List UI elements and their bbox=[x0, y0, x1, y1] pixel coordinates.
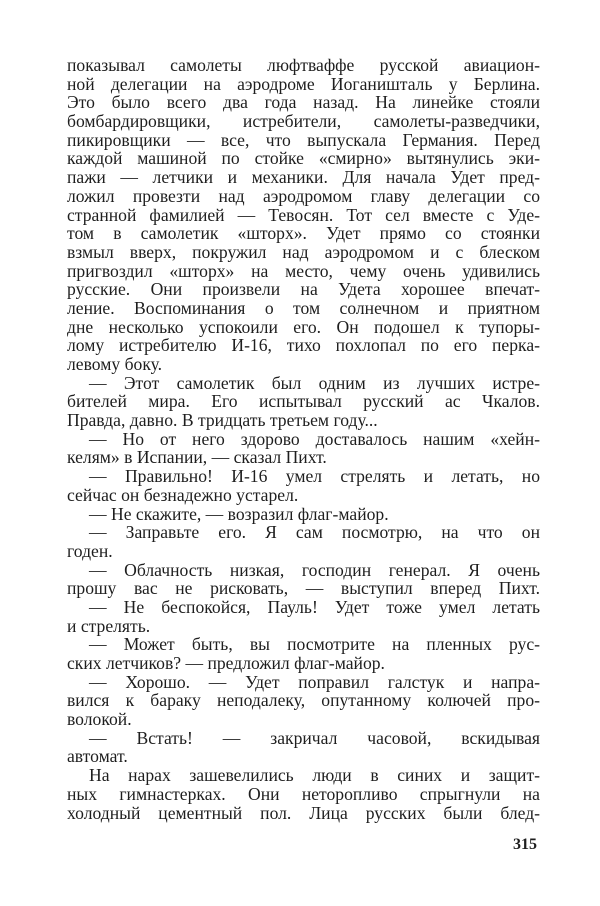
text-line: волокой. bbox=[67, 709, 132, 730]
text-line: том в самолетик «шторх». Удет прямо со стоянки bbox=[67, 223, 540, 244]
text-line: — Этот самолетик был одним из лучших истре- bbox=[89, 372, 540, 393]
text-line: — Заправьте его. Я сам посмотрю, на что он bbox=[89, 522, 540, 543]
text-line: странной фамилией — Тевосян. Тот сел вместе с Уде- bbox=[67, 204, 540, 225]
text-line: бомбардировщики, истребители, самолеты-разведчики, bbox=[67, 111, 540, 132]
text-line: и стрелять. bbox=[67, 615, 151, 636]
text-line: сейчас он безнадежно устарел. bbox=[67, 484, 299, 505]
text-line: дне несколько успокоили его. Он подошел к тупоры- bbox=[67, 316, 540, 337]
text-line: — Хорошо. — Удет поправил галстук и напра- bbox=[89, 671, 540, 692]
text-line: бителей мира. Его испытывал русский ас Чкалов. bbox=[67, 391, 540, 412]
text-line: ных гимнастерках. Они неторопливо спрыгнули на bbox=[67, 783, 540, 804]
text-line: ложил провезти над аэродромом главу делегации со bbox=[67, 185, 540, 206]
text-line: показывал самолеты люфтваффе русской авиацион- bbox=[67, 55, 540, 75]
text-line: келям» в Испании, — сказал Пихт. bbox=[67, 447, 327, 468]
text-line: левому боку. bbox=[67, 354, 163, 374]
text-line: холодный цементный пол. Лица русских были блед- bbox=[67, 802, 540, 823]
text-line: русские. Они произвели на Удета хорошее впечат- bbox=[67, 279, 540, 300]
text-line: лому истребителю И-16, тихо похлопал по его перка- bbox=[67, 335, 540, 356]
text-line: пикировщики — все, что выпускала Германия. Перед bbox=[67, 129, 540, 150]
text-line: — Правильно! И-16 умел стрелять и летать, но bbox=[89, 466, 540, 487]
text-line: Это было всего два года назад. На линейке стояли bbox=[67, 92, 540, 113]
text-line: На нарах зашевелились люди в синих и защит- bbox=[89, 765, 540, 786]
text-line: прошу вас не рисковать, — выступил вперед Пихт. bbox=[67, 578, 540, 599]
text-line: — Не беспокойся, Пауль! Удет тоже умел летать bbox=[89, 596, 540, 617]
page-number: 315 bbox=[513, 836, 537, 853]
text-line: ной делегации на аэродроме Иоганишталь у Берлина. bbox=[67, 73, 540, 94]
text-line: — Встать! — закричал часовой, вскидывая bbox=[89, 727, 540, 748]
text-line: ление. Воспоминания о том солнечном и приятном bbox=[67, 297, 540, 318]
text-line: каждой машиной по стойке «смирно» вытянулись эки- bbox=[67, 148, 540, 169]
text-line: — Может быть, вы посмотрите на пленных рус- bbox=[89, 634, 540, 655]
text-line: ских летчиков? — предложил флаг-майор. bbox=[67, 653, 385, 673]
text-line: — Облачность низкая, господин генерал. Я очень bbox=[89, 559, 540, 580]
text-line: автомат. bbox=[67, 746, 128, 767]
text-line: пригвоздил «шторх» на место, чему очень удивились bbox=[67, 260, 540, 281]
text-line: Правда, давно. В тридцать третьем году... bbox=[67, 410, 378, 431]
text-line: — Но от него здорово доставалось нашим «хейн- bbox=[89, 428, 540, 449]
text-line: взмыл вверх, покружил над аэродромом и с блеском bbox=[67, 241, 540, 262]
text-line: пажи — летчики и механики. Для начала Удет пред- bbox=[67, 167, 540, 188]
text-line: — Не скажите, — возразил флаг-майор. bbox=[89, 503, 389, 524]
book-page-text bbox=[67, 56, 540, 822]
text-line: годен. bbox=[67, 540, 113, 561]
text-line: вился к бараку неподалеку, опутанному колючей про- bbox=[67, 690, 540, 711]
